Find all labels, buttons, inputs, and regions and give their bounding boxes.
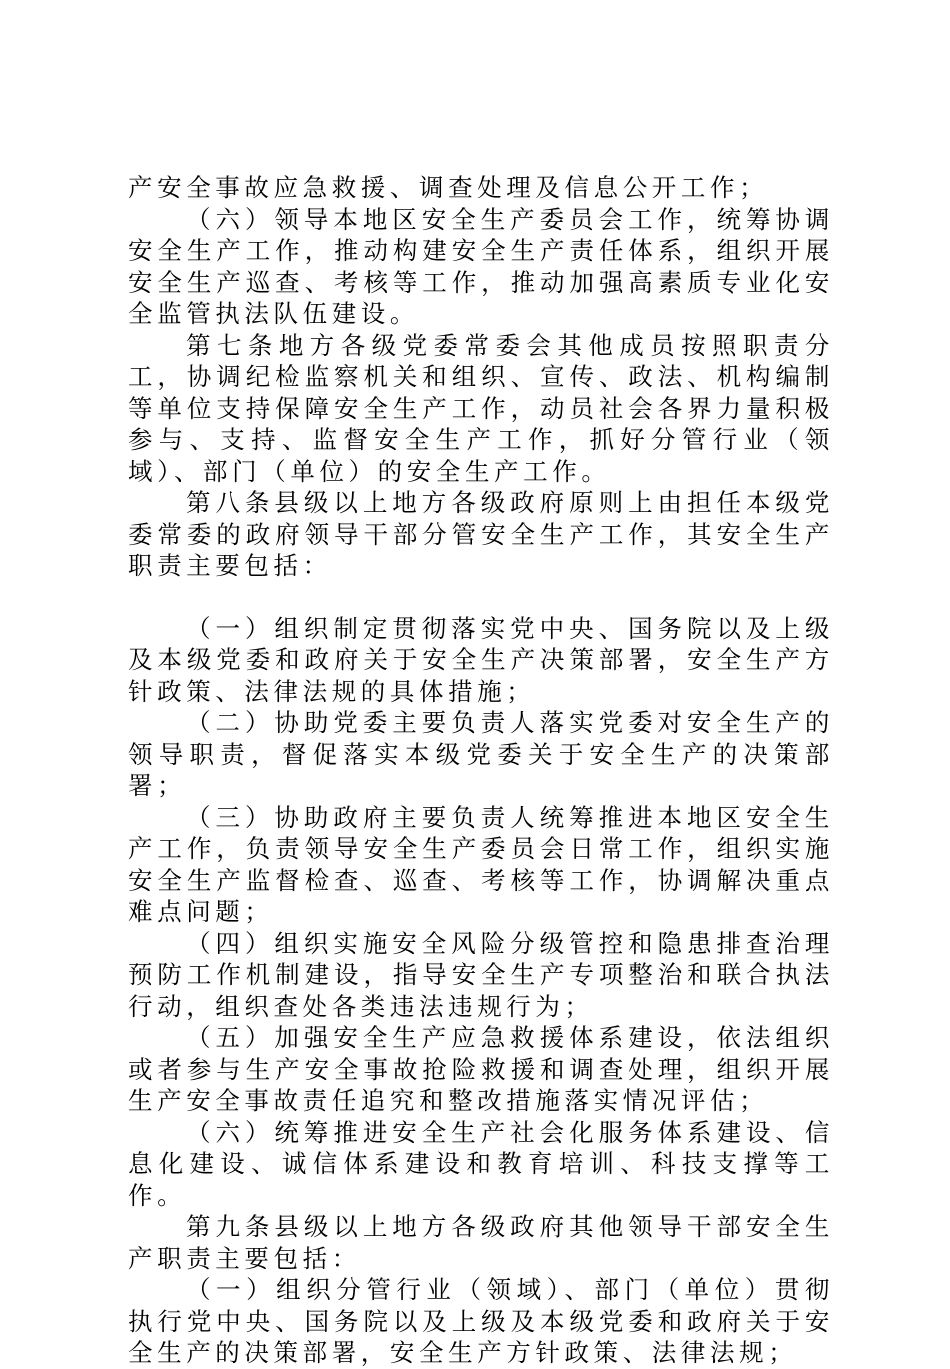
paragraph-article-8: 第八条县级以上地方各级政府原则上由担任本级党委常委的政府领导干部分管安全生产工作，其安全生产职责主要包括：	[128, 488, 834, 580]
paragraph-continuation: 产安全事故应急救援、调查处理及信息公开工作；	[128, 173, 769, 202]
paragraph-item-6-committee: （六）领导本地区安全生产委员会工作，统筹协调安全生产工作，推动构建安全生产责任体系，组织开展安全生产巡查、考核等工作，推动加强高素质专业化安全监管执法队伍建设。	[128, 204, 834, 328]
paragraph-article-8-item-4: （四）组织实施安全风险分级管控和隐患排查治理预防工作机制建设，指导安全生产专项整治和联合执法行动，组织查处各类违法违规行为；	[128, 928, 834, 1021]
document-body	[128, 172, 834, 1369]
paragraph-article-8-item-2: （二）协助党委主要负责人落实党委对安全生产的领导职责，督促落实本级党委关于安全生产的决策部署；	[128, 708, 834, 800]
paragraph-article-8-item-3: （三）协助政府主要负责人统筹推进本地区安全生产工作，负责领导安全生产委员会日常工作，组织实施安全生产监督检查、巡查、考核等工作，协调解决重点难点问题；	[128, 802, 834, 926]
paragraph-article-7: 第七条地方各级党委常委会其他成员按照职责分工，协调纪检监察机关和组织、宣传、政法、机构编制等单位支持保障安全生产工作，动员社会各界力量积极参与、支持、监督安全生产工作，抓好分管行业（领域）、部门（单位）的安全生产工作。	[128, 330, 834, 486]
paragraph-article-9: 第九条县级以上地方各级政府其他领导干部安全生产职责主要包括：	[128, 1212, 834, 1273]
paragraph-article-8-item-6: （六）统筹推进安全生产社会化服务体系建设、信息化建设、诚信体系建设和教育培训、科技支撑等工作。	[128, 1117, 834, 1210]
paragraph-article-8-item-5: （五）加强安全生产应急救援体系建设，依法组织或者参与生产安全事故抢险救援和调查处理，组织开展生产安全事故责任追究和整改措施落实情况评估；	[128, 1023, 834, 1115]
paragraph-article-8-item-1: （一）组织制定贯彻落实党中央、国务院以及上级及本级党委和政府关于安全生产决策部署，安全生产方针政策、法律法规的具体措施；	[128, 613, 834, 706]
paragraph-article-9-item-1: （一）组织分管行业（领域）、部门（单位）贯彻执行党中央、国务院以及上级及本级党委和政府关于安全生产的决策部署，安全生产方针政策、法律法规；	[128, 1275, 834, 1367]
